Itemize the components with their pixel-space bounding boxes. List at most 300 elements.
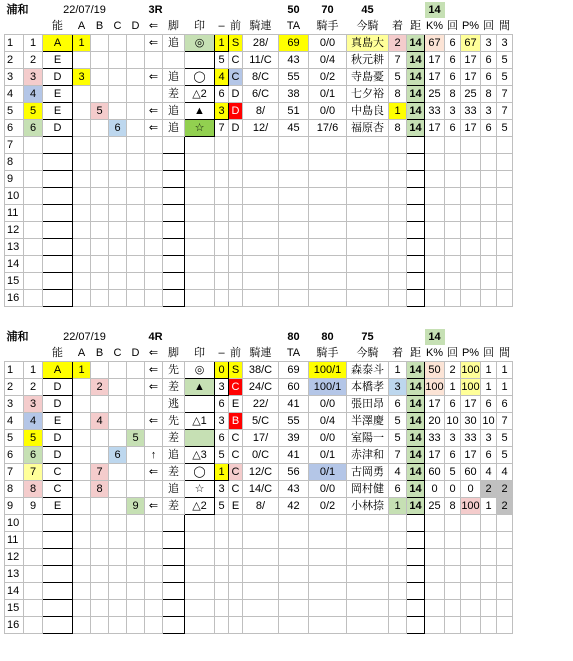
table-cell xyxy=(91,154,109,171)
column-header-row xyxy=(5,18,513,35)
table-cell: 17 xyxy=(425,396,445,413)
table-cell xyxy=(185,154,215,171)
table-cell xyxy=(445,188,461,205)
table-cell: 100/1 xyxy=(309,362,347,379)
table-cell xyxy=(481,137,497,154)
col-dash: – xyxy=(215,18,229,35)
table-cell xyxy=(229,222,243,239)
table-cell xyxy=(461,188,481,205)
table-cell: 0/0 xyxy=(309,396,347,413)
row-number: 7 xyxy=(5,137,24,154)
table-cell xyxy=(43,273,73,290)
table-cell xyxy=(481,171,497,188)
table-cell: 6 xyxy=(481,120,497,137)
table-cell xyxy=(109,205,127,222)
table-cell xyxy=(425,205,445,222)
col-style: 脚 xyxy=(163,18,185,35)
table-cell: 25 xyxy=(461,86,481,103)
table-cell xyxy=(407,239,425,256)
row-number: 15 xyxy=(5,273,24,290)
table-row xyxy=(5,52,513,69)
table-cell xyxy=(145,290,163,307)
table-cell xyxy=(229,273,243,290)
table-cell xyxy=(109,69,127,86)
table-cell xyxy=(461,532,481,549)
table-cell xyxy=(407,154,425,171)
table-cell xyxy=(145,239,163,256)
table-cell: 3 xyxy=(481,103,497,120)
table-cell xyxy=(407,137,425,154)
table-cell xyxy=(243,154,279,171)
column-header-row xyxy=(5,345,513,362)
table-cell xyxy=(425,290,445,307)
col-times-2: 回 xyxy=(481,18,497,35)
table-cell: 0 xyxy=(425,481,445,498)
table-cell: 17 xyxy=(461,69,481,86)
table-cell xyxy=(347,154,389,171)
table-cell xyxy=(425,583,445,600)
race-table-4r xyxy=(4,329,513,634)
table-cell xyxy=(109,498,127,515)
table-cell xyxy=(347,617,389,634)
table-cell xyxy=(215,273,229,290)
table-cell xyxy=(309,256,347,273)
table-cell xyxy=(309,290,347,307)
table-cell: 55 xyxy=(279,69,309,86)
table-cell: 100/1 xyxy=(309,379,347,396)
table-cell xyxy=(309,617,347,634)
table-cell xyxy=(127,120,145,137)
table-cell: 12/ xyxy=(243,120,279,137)
table-cell xyxy=(215,256,229,273)
table-cell xyxy=(481,515,497,532)
table-cell xyxy=(185,290,215,307)
table-cell xyxy=(127,413,145,430)
table-cell xyxy=(73,171,91,188)
table-cell: 4 xyxy=(24,413,43,430)
table-cell xyxy=(109,430,127,447)
table-cell xyxy=(407,583,425,600)
table-cell xyxy=(229,188,243,205)
table-cell: 0/1 xyxy=(309,464,347,481)
table-cell: 33 xyxy=(425,103,445,120)
table-cell xyxy=(309,222,347,239)
table-cell xyxy=(109,481,127,498)
table-cell xyxy=(229,171,243,188)
table-cell xyxy=(407,549,425,566)
table-cell xyxy=(24,256,43,273)
table-cell: 1 xyxy=(389,498,407,515)
table-cell: 100 xyxy=(461,379,481,396)
table-cell xyxy=(389,188,407,205)
table-cell xyxy=(461,222,481,239)
race-number: 3R xyxy=(148,4,163,16)
table-cell: 古岡勇 xyxy=(347,464,389,481)
race-number: 4R xyxy=(148,331,163,343)
table-cell xyxy=(445,549,461,566)
table-cell: 8 xyxy=(389,86,407,103)
table-cell: C xyxy=(229,447,243,464)
table-cell xyxy=(461,566,481,583)
table-cell: 4 xyxy=(215,69,229,86)
table-cell: ⇐ xyxy=(145,120,163,137)
table-cell xyxy=(497,532,513,549)
table-cell: 50 xyxy=(425,362,445,379)
table-cell xyxy=(215,239,229,256)
row-number: 3 xyxy=(5,69,24,86)
table-cell xyxy=(91,430,109,447)
table-cell xyxy=(73,205,91,222)
col-ability: 能 xyxy=(43,18,73,35)
col-finish: 着 xyxy=(389,18,407,35)
table-cell xyxy=(127,481,145,498)
table-cell xyxy=(109,600,127,617)
table-cell xyxy=(497,566,513,583)
table-cell xyxy=(461,549,481,566)
table-cell xyxy=(109,35,127,52)
table-cell xyxy=(389,549,407,566)
table-cell xyxy=(185,137,215,154)
table-cell: 14 xyxy=(407,498,425,515)
table-cell: 6 xyxy=(497,396,513,413)
table-cell: 3 xyxy=(497,35,513,52)
table-cell: 中島良 xyxy=(347,103,389,120)
table-cell xyxy=(215,188,229,205)
table-cell xyxy=(347,188,389,205)
table-cell xyxy=(91,583,109,600)
table-cell xyxy=(389,600,407,617)
table-cell xyxy=(109,137,127,154)
table-cell xyxy=(24,600,43,617)
table-cell xyxy=(127,154,145,171)
table-row xyxy=(5,222,513,239)
table-cell: ◯ xyxy=(185,464,215,481)
table-cell xyxy=(425,188,445,205)
row-number: 1 xyxy=(5,35,24,52)
table-cell: 0/1 xyxy=(309,86,347,103)
table-cell xyxy=(445,171,461,188)
table-cell xyxy=(145,617,163,634)
table-cell: 2 xyxy=(91,379,109,396)
table-cell: 7 xyxy=(24,464,43,481)
table-cell xyxy=(279,532,309,549)
table-cell xyxy=(24,205,43,222)
table-cell xyxy=(229,549,243,566)
table-cell: 1 xyxy=(215,464,229,481)
table-cell: E xyxy=(43,103,73,120)
table-cell: ⇐ xyxy=(145,498,163,515)
table-cell xyxy=(309,188,347,205)
table-cell xyxy=(309,515,347,532)
table-cell xyxy=(389,617,407,634)
table-cell xyxy=(445,600,461,617)
col-distance: 距 xyxy=(407,345,425,362)
table-cell xyxy=(127,103,145,120)
table-cell xyxy=(145,205,163,222)
table-cell xyxy=(347,600,389,617)
race-table-3r xyxy=(4,2,513,307)
col-jockey-combo: 騎連 xyxy=(243,345,279,362)
table-cell xyxy=(185,566,215,583)
table-cell xyxy=(389,154,407,171)
table-cell: 1 xyxy=(445,379,461,396)
table-cell xyxy=(497,137,513,154)
table-cell xyxy=(279,566,309,583)
col-style: 脚 xyxy=(163,345,185,362)
table-cell: 43 xyxy=(279,52,309,69)
table-cell xyxy=(407,205,425,222)
table-cell xyxy=(73,464,91,481)
table-cell: 1 xyxy=(389,362,407,379)
table-cell xyxy=(43,532,73,549)
table-cell xyxy=(127,205,145,222)
table-cell xyxy=(461,290,481,307)
table-cell xyxy=(109,464,127,481)
table-cell: D xyxy=(229,103,243,120)
table-cell xyxy=(145,583,163,600)
table-cell xyxy=(91,35,109,52)
table-cell xyxy=(24,273,43,290)
table-cell: 33 xyxy=(461,103,481,120)
table-cell: 8/ xyxy=(243,103,279,120)
table-cell xyxy=(407,171,425,188)
table-cell xyxy=(73,256,91,273)
table-cell xyxy=(243,583,279,600)
table-cell: 2 xyxy=(497,498,513,515)
col-c: C xyxy=(109,18,127,35)
table-cell xyxy=(91,362,109,379)
table-cell xyxy=(73,379,91,396)
venue-label: 浦和 xyxy=(6,4,29,16)
table-cell: 2 xyxy=(389,35,407,52)
table-cell: D xyxy=(43,69,73,86)
col-current-jockey: 今騎 xyxy=(347,345,389,362)
table-row xyxy=(5,464,513,481)
table-cell: 森泰斗 xyxy=(347,362,389,379)
table-cell xyxy=(389,137,407,154)
table-cell xyxy=(389,222,407,239)
table-cell: 7 xyxy=(497,413,513,430)
table-cell xyxy=(425,600,445,617)
table-cell: 14 xyxy=(407,362,425,379)
table-cell xyxy=(43,188,73,205)
table-cell: 6 xyxy=(109,447,127,464)
table-cell: 0 xyxy=(445,481,461,498)
table-cell xyxy=(24,188,43,205)
table-cell: 2 xyxy=(24,52,43,69)
table-cell xyxy=(73,481,91,498)
table-cell xyxy=(279,222,309,239)
table-cell xyxy=(145,86,163,103)
table-cell xyxy=(145,481,163,498)
table-cell: 14 xyxy=(407,430,425,447)
table-cell: 7 xyxy=(389,52,407,69)
table-cell: ◎ xyxy=(185,362,215,379)
table-cell xyxy=(425,566,445,583)
table-cell xyxy=(73,222,91,239)
col-times: 回 xyxy=(445,345,461,362)
table-cell xyxy=(73,532,91,549)
table-cell xyxy=(309,532,347,549)
table-cell xyxy=(445,256,461,273)
table-cell xyxy=(243,549,279,566)
table-cell: C xyxy=(43,464,73,481)
table-cell xyxy=(24,532,43,549)
table-cell: 41 xyxy=(279,396,309,413)
table-cell: 半澤慶 xyxy=(347,413,389,430)
table-cell xyxy=(279,290,309,307)
table-cell xyxy=(145,154,163,171)
table-cell xyxy=(127,69,145,86)
table-cell xyxy=(91,171,109,188)
table-cell xyxy=(24,222,43,239)
table-cell xyxy=(73,86,91,103)
table-cell xyxy=(145,600,163,617)
table-cell: 5 xyxy=(91,103,109,120)
table-cell xyxy=(229,532,243,549)
table-cell xyxy=(497,205,513,222)
table-cell: 100 xyxy=(461,498,481,515)
table-cell xyxy=(243,256,279,273)
table-cell xyxy=(497,617,513,634)
table-cell xyxy=(163,239,185,256)
table-row xyxy=(5,481,513,498)
table-cell xyxy=(185,52,215,69)
table-cell: 小林捺 xyxy=(347,498,389,515)
table-cell xyxy=(145,256,163,273)
table-cell xyxy=(24,549,43,566)
table-cell xyxy=(163,617,185,634)
table-cell xyxy=(445,222,461,239)
table-cell xyxy=(163,171,185,188)
table-cell xyxy=(243,617,279,634)
table-cell xyxy=(215,290,229,307)
table-cell xyxy=(407,515,425,532)
table-cell: 追 xyxy=(163,447,185,464)
table-cell: 11/C xyxy=(243,52,279,69)
table-row xyxy=(5,239,513,256)
table-cell xyxy=(127,566,145,583)
table-cell: ▲ xyxy=(185,103,215,120)
table-cell: 30 xyxy=(461,413,481,430)
table-cell: 0/1 xyxy=(309,447,347,464)
table-cell xyxy=(481,617,497,634)
table-cell xyxy=(309,566,347,583)
table-cell: 差 xyxy=(163,430,185,447)
table-cell xyxy=(389,515,407,532)
table-cell: A xyxy=(43,35,73,52)
table-cell: 6 xyxy=(24,447,43,464)
col-jockey-combo: 騎連 xyxy=(243,18,279,35)
table-cell: 差 xyxy=(163,498,185,515)
table-row xyxy=(5,205,513,222)
table-cell xyxy=(43,239,73,256)
table-cell xyxy=(481,583,497,600)
col-p-pct: P% xyxy=(461,345,481,362)
table-cell: 1 xyxy=(73,362,91,379)
table-cell xyxy=(163,137,185,154)
table-cell xyxy=(347,515,389,532)
table-cell: 5 xyxy=(127,430,145,447)
col-jockey: 騎手 xyxy=(309,345,347,362)
table-cell xyxy=(43,256,73,273)
table-cell: 6 xyxy=(481,52,497,69)
table-cell xyxy=(43,154,73,171)
col-interval: 間 xyxy=(497,18,513,35)
table-cell: ☆ xyxy=(185,481,215,498)
table-cell xyxy=(407,222,425,239)
table-cell xyxy=(243,273,279,290)
table-cell: D xyxy=(43,120,73,137)
table-cell xyxy=(389,273,407,290)
table-cell xyxy=(145,430,163,447)
table-cell xyxy=(309,137,347,154)
table-cell xyxy=(91,86,109,103)
table-cell: 22/ xyxy=(243,396,279,413)
table-cell xyxy=(127,222,145,239)
table-cell xyxy=(43,205,73,222)
table-cell xyxy=(73,566,91,583)
table-cell: 6 xyxy=(445,396,461,413)
table-cell: 69 xyxy=(279,362,309,379)
table-cell xyxy=(43,600,73,617)
table-cell xyxy=(215,549,229,566)
col-mark: 印 xyxy=(185,345,215,362)
table-cell xyxy=(279,515,309,532)
table-cell xyxy=(91,69,109,86)
table-cell: 38/C xyxy=(243,362,279,379)
table-cell: 追 xyxy=(163,69,185,86)
table-row xyxy=(5,273,513,290)
table-cell: 3 xyxy=(445,103,461,120)
table-cell: D xyxy=(43,447,73,464)
row-number: 10 xyxy=(5,515,24,532)
table-cell xyxy=(91,447,109,464)
table-cell: 5 xyxy=(389,69,407,86)
col-d: D xyxy=(127,18,145,35)
col-times-2: 回 xyxy=(481,345,497,362)
table-cell xyxy=(185,239,215,256)
row-number: 8 xyxy=(5,481,24,498)
table-cell: ☆ xyxy=(185,120,215,137)
row-number: 4 xyxy=(5,413,24,430)
table-cell: 赤津和 xyxy=(347,447,389,464)
table-cell xyxy=(215,566,229,583)
table-cell xyxy=(445,205,461,222)
table-cell xyxy=(185,430,215,447)
table-cell xyxy=(215,171,229,188)
table-cell: 14 xyxy=(407,69,425,86)
table-cell: 6 xyxy=(215,86,229,103)
table-cell: 17 xyxy=(425,69,445,86)
table-cell xyxy=(91,532,109,549)
table-cell xyxy=(279,256,309,273)
row-number: 12 xyxy=(5,222,24,239)
table-cell xyxy=(127,273,145,290)
table-cell xyxy=(127,532,145,549)
table-cell xyxy=(497,583,513,600)
table-cell xyxy=(425,515,445,532)
table-cell: 14 xyxy=(407,103,425,120)
row-number: 13 xyxy=(5,566,24,583)
table-cell: E xyxy=(229,396,243,413)
table-cell xyxy=(91,498,109,515)
table-cell: 5 xyxy=(497,447,513,464)
table-cell: 4 xyxy=(24,86,43,103)
table-cell: 69 xyxy=(279,35,309,52)
table-cell xyxy=(215,617,229,634)
col-k-pct: K% xyxy=(425,345,445,362)
